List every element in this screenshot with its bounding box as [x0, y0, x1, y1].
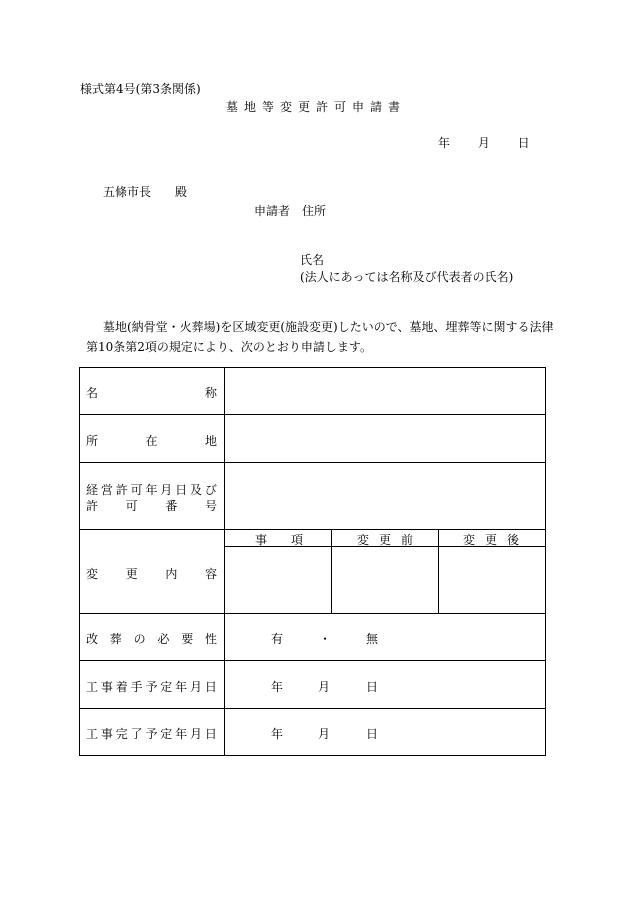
label-char: 称 [204, 386, 217, 400]
label-permit-number [86, 497, 217, 514]
label-char: 事 [255, 533, 268, 547]
applicant-name-label: 氏名 [300, 253, 325, 267]
label-char: 在 [145, 434, 158, 448]
date-day-unit: 日 [517, 136, 530, 150]
label-permit-date [86, 481, 217, 498]
label-char: 定 [160, 680, 173, 694]
label-char: 号 [204, 499, 217, 513]
label-char: 月 [190, 727, 203, 741]
label-change-contents [86, 565, 217, 582]
document-title: 墓地等変更許可申請書 [226, 100, 407, 114]
label-char: 予 [145, 727, 158, 741]
label-char: 地 [204, 434, 217, 448]
start-month-unit: 月 [318, 680, 331, 694]
label-location [86, 432, 217, 449]
form-number: 様式第4号(第3条関係) [80, 82, 201, 96]
date-year-unit: 年 [438, 136, 451, 150]
label-char: 定 [160, 727, 173, 741]
label-reburial-necessity [86, 630, 217, 647]
label-char: 年 [145, 483, 158, 497]
label-char: 月 [190, 680, 203, 694]
date-month-unit: 月 [477, 136, 490, 150]
label-char: 名 [86, 386, 99, 400]
addressee: 五條市長 殿 [103, 185, 188, 199]
end-day-unit: 日 [366, 727, 379, 741]
label-char: 可 [130, 483, 143, 497]
end-month-unit: 月 [318, 727, 331, 741]
label-construction-start-date [86, 678, 217, 695]
label-char: 前 [400, 533, 413, 547]
label-char: 番 [165, 499, 178, 513]
label-char: 変 [86, 567, 99, 581]
label-char: 着 [115, 680, 128, 694]
label-char: 更 [378, 533, 391, 547]
end-year-unit: 年 [271, 727, 284, 741]
label-char: 後 [506, 533, 519, 547]
label-char: 更 [125, 567, 138, 581]
applicant-address-label: 申請者 住所 [254, 204, 327, 218]
label-char: 経 [86, 483, 99, 497]
label-char: 改 [86, 632, 99, 646]
label-char: 項 [290, 533, 303, 547]
label-char: 了 [130, 727, 143, 741]
label-char: 変 [357, 533, 370, 547]
reburial-yes: 有 [271, 632, 284, 646]
statement-line-2: 第10条第2項の規定により、次のとおり申請します。 [86, 340, 372, 354]
start-year-unit: 年 [271, 680, 284, 694]
label-char: 完 [115, 727, 128, 741]
statement-line-1: 墓地(納骨堂・火葬場)を区域変更(施設変更)したいので、墓地、埋葬等に関する法律 [103, 320, 554, 334]
applicant-name-note: (法人にあっては名称及び代表者の氏名) [300, 270, 514, 284]
label-construction-end-date [86, 725, 217, 742]
label-char: 内 [165, 567, 178, 581]
label-char: 性 [204, 632, 217, 646]
label-char: 更 [484, 533, 497, 547]
label-char: 日 [204, 680, 217, 694]
header-after-change [463, 531, 519, 548]
label-char: 年 [175, 680, 188, 694]
header-before-change [357, 531, 413, 548]
label-char: 年 [175, 727, 188, 741]
label-char: 工 [86, 727, 99, 741]
label-char: 要 [181, 632, 194, 646]
label-char: 事 [100, 680, 113, 694]
label-name [86, 384, 217, 401]
reburial-separator: ・ [319, 632, 332, 646]
label-char: 及 [190, 483, 203, 497]
header-item [255, 531, 303, 548]
label-char: 必 [157, 632, 170, 646]
label-char: 月 [160, 483, 173, 497]
label-char: 予 [145, 680, 158, 694]
label-char: 手 [130, 680, 143, 694]
label-char: 事 [100, 727, 113, 741]
label-char: 許 [115, 483, 128, 497]
label-char: 許 [86, 499, 99, 513]
label-char: 可 [125, 499, 138, 513]
label-char: の [133, 632, 146, 646]
reburial-no: 無 [366, 632, 379, 646]
label-char: 営 [100, 483, 113, 497]
label-char: 所 [86, 434, 99, 448]
label-char: 葬 [109, 632, 122, 646]
label-char: 日 [204, 727, 217, 741]
label-char: び [204, 483, 217, 497]
label-char: 工 [86, 680, 99, 694]
label-char: 容 [204, 567, 217, 581]
start-day-unit: 日 [366, 680, 379, 694]
label-char: 日 [175, 483, 188, 497]
label-char: 変 [463, 533, 476, 547]
